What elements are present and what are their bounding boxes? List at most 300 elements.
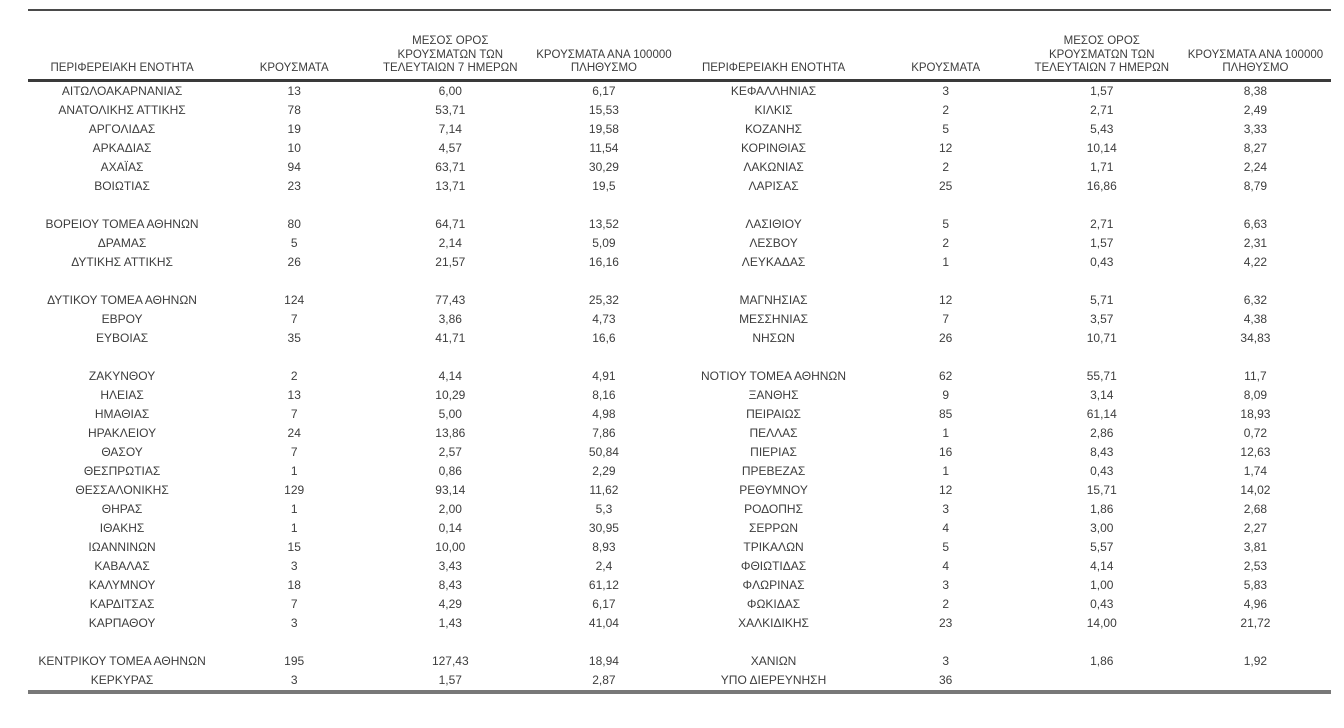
per100k-cell: 6,17	[592, 83, 616, 98]
cases-cell: 1	[290, 520, 298, 535]
cases-cell: 2	[942, 102, 949, 117]
region-column-header-label: ΠΕΡΙΦΕΡΕΙΑΚΗ ΕΝΟΤΗΤΑ	[701, 62, 846, 74]
per100k-cell	[1180, 272, 1331, 291]
region-cell: ΤΡΙΚΑΛΩΝ	[743, 539, 804, 554]
cases-cell: 12	[938, 482, 953, 497]
table-header	[28, 10, 1331, 80]
avg7-cell: 2,57	[438, 444, 462, 459]
avg7-cell: 64,71	[435, 216, 466, 231]
avg7-cell: 1,57	[438, 672, 462, 687]
avg7-cell: 21,57	[435, 254, 466, 269]
per100k-cell: 2,53	[1243, 558, 1268, 573]
region-cell: ΔΡΑΜΑΣ	[97, 235, 147, 250]
cases-cell: 7	[290, 311, 298, 326]
cases-cell: 7	[290, 444, 298, 459]
cases-cell: 26	[287, 254, 301, 269]
avg7-cell: 3,57	[1090, 311, 1114, 326]
per100k-cell: 6,17	[592, 596, 616, 611]
region-cell	[679, 633, 867, 652]
per100k-cell: 4,38	[1243, 311, 1268, 326]
per100k-cell: 5,3	[595, 501, 613, 516]
cases-cell: 7	[290, 596, 298, 611]
cases-cell: 129	[284, 482, 305, 497]
table-row	[28, 310, 1331, 329]
avg7-cell: 3,00	[1090, 520, 1114, 535]
avg7-cell	[1024, 671, 1180, 692]
cases-cell	[868, 196, 1024, 215]
table-row	[28, 652, 1331, 671]
per100k-cell: 4,91	[592, 368, 616, 383]
per100k-cell: 12,63	[1240, 444, 1271, 459]
avg7-cell: 6,00	[438, 83, 462, 98]
per100k-cell: 2,24	[1243, 159, 1268, 174]
table-row	[28, 177, 1331, 196]
table-row	[28, 671, 1331, 692]
per100k-cell: 19,5	[592, 178, 616, 193]
avg7-cell: 1,86	[1090, 501, 1114, 516]
per100k-cell: 8,16	[592, 387, 616, 402]
region-cell: ΛΕΣΒΟΥ	[749, 235, 798, 250]
cases-cell: 5	[942, 216, 949, 231]
cases-cell	[216, 348, 372, 367]
region-cell: ΚΟΖΑΝΗΣ	[745, 121, 803, 136]
table-row	[28, 405, 1331, 424]
region-cell: ΑΡΓΟΛΙΔΑΣ	[88, 121, 156, 136]
avg7-cell: 1,71	[1090, 159, 1114, 174]
per100k-cell: 2,27	[1243, 520, 1268, 535]
avg7-column-header-right	[1024, 10, 1180, 80]
per100k-cell: 25,32	[588, 292, 619, 307]
region-cell: ΠΕΛΛΑΣ	[749, 425, 798, 440]
region-cell: ΚΑΛΥΜΝΟΥ	[88, 577, 156, 592]
region-cell: ΡΟΔΟΠΗΣ	[744, 501, 803, 516]
table-row	[28, 481, 1331, 500]
per100k-cell: 0,72	[1243, 425, 1268, 440]
cases-cell: 2	[942, 596, 949, 611]
per100k-cell: 2,49	[1243, 102, 1268, 117]
per100k-cell: 18,93	[1240, 406, 1271, 421]
avg7-cell: 0,43	[1090, 596, 1114, 611]
region-column-header-left	[28, 10, 216, 80]
cases-cell: 3	[290, 558, 298, 573]
avg7-cell: 55,71	[1086, 368, 1117, 383]
cases-cell: 13	[287, 387, 301, 402]
avg7-cell: 63,71	[435, 159, 466, 174]
avg7-cell: 13,71	[435, 178, 466, 193]
avg7-cell: 10,14	[1086, 140, 1117, 155]
table-row	[28, 139, 1331, 158]
region-cell: ΑΝΑΤΟΛΙΚΗΣ ΑΤΤΙΚΗΣ	[58, 102, 186, 117]
region-cell: ΖΑΚΥΝΘΟΥ	[88, 368, 156, 383]
cases-cell: 2	[942, 235, 949, 250]
per100k-cell: 1,92	[1243, 653, 1268, 668]
region-column-header-right	[679, 10, 867, 80]
avg7-cell: 61,14	[1086, 406, 1117, 421]
per100k-cell: 4,73	[592, 311, 616, 326]
avg7-cell: 2,14	[438, 235, 462, 250]
region-cell: ΡΕΘΥΜΝΟΥ	[739, 482, 808, 497]
avg7-column-header-label: ΜΕΣΟΣ ΟΡΟΣ ΚΡΟΥΣΜΑΤΩΝ ΤΩΝ ΤΕΛΕΥΤΑΙΩΝ 7 ΗΜΕΡΩΝ	[383, 35, 518, 74]
per100k-cell	[1180, 633, 1331, 652]
table-row	[28, 253, 1331, 272]
region-cell: ΠΡΕΒΕΖΑΣ	[741, 463, 806, 478]
avg7-cell: 1,57	[1090, 83, 1114, 98]
avg7-cell: 127,43	[431, 653, 469, 668]
region-cell: ΗΜΑΘΙΑΣ	[94, 406, 150, 421]
region-column-header-label: ΠΕΡΙΦΕΡΕΙΑΚΗ ΕΝΟΤΗΤΑ	[50, 62, 194, 74]
avg7-cell: 0,14	[438, 520, 462, 535]
per100k-cell	[528, 633, 679, 652]
cases-cell: 3	[942, 577, 949, 592]
per100k-cell: 8,79	[1243, 178, 1268, 193]
avg7-cell: 16,86	[1086, 178, 1117, 193]
avg7-cell: 8,43	[438, 577, 462, 592]
table-row	[28, 367, 1331, 386]
region-cell: ΗΡΑΚΛΕΙΟΥ	[88, 425, 157, 440]
cases-cell: 3	[942, 83, 949, 98]
region-cell: ΔΥΤΙΚΟΥ ΤΟΜΕΑ ΑΘΗΝΩΝ	[47, 292, 197, 307]
avg7-cell: 2,00	[438, 501, 462, 516]
avg7-column-header-label: ΜΕΣΟΣ ΟΡΟΣ ΚΡΟΥΣΜΑΤΩΝ ΤΩΝ ΤΕΛΕΥΤΑΙΩΝ 7 ΗΜΕΡΩΝ	[1034, 35, 1170, 74]
avg7-cell: 1,00	[1090, 577, 1114, 592]
region-cell: ΛΑΚΩΝΙΑΣ	[743, 159, 804, 174]
region-cell: ΛΑΡΙΣΑΣ	[748, 178, 799, 193]
per100k-cell: 2,87	[592, 672, 616, 687]
per100k-cell: 6,63	[1243, 216, 1268, 231]
header-row	[28, 10, 1331, 80]
covid-region-table	[28, 9, 1331, 694]
per100k-cell: 7,86	[592, 425, 616, 440]
region-cell: ΚΙΛΚΙΣ	[754, 102, 793, 117]
per100k-cell: 16,16	[588, 254, 619, 269]
table-row	[28, 557, 1331, 576]
cases-cell	[216, 272, 372, 291]
cases-column-header-left	[216, 10, 372, 80]
region-cell	[679, 272, 867, 291]
table-row	[28, 576, 1331, 595]
per100k-column-header-left	[528, 10, 679, 80]
table-row	[28, 215, 1331, 234]
region-cell: ΚΑΡΠΑΘΟΥ	[88, 615, 156, 630]
avg7-cell: 77,43	[435, 292, 466, 307]
region-cell: ΧΑΛΚΙΔΙΚΗΣ	[738, 615, 809, 630]
region-cell: ΝΟΤΙΟΥ ΤΟΜΕΑ ΑΘΗΝΩΝ	[701, 368, 847, 383]
table-row	[28, 272, 1331, 291]
cases-cell: 80	[287, 216, 301, 231]
per100k-cell: 15,53	[588, 102, 619, 117]
per100k-cell: 2,4	[595, 558, 613, 573]
region-cell: ΙΘΑΚΗΣ	[99, 520, 145, 535]
per100k-cell	[1180, 196, 1331, 215]
region-cell: ΦΘΙΩΤΙΔΑΣ	[740, 558, 807, 573]
avg7-cell: 7,14	[438, 121, 462, 136]
cases-cell: 13	[287, 83, 301, 98]
avg7-cell: 13,86	[435, 425, 466, 440]
per100k-cell: 3,33	[1243, 121, 1268, 136]
region-cell: ΚΑΡΔΙΤΣΑΣ	[89, 596, 155, 611]
per100k-cell: 8,93	[592, 539, 616, 554]
cases-cell: 195	[284, 653, 305, 668]
region-cell: ΑΡΚΑΔΙΑΣ	[92, 140, 152, 155]
avg7-cell	[372, 196, 528, 215]
per100k-cell: 5,83	[1243, 577, 1268, 592]
avg7-cell: 5,71	[1090, 292, 1114, 307]
avg7-cell	[372, 272, 528, 291]
avg7-cell: 0,43	[1090, 463, 1114, 478]
avg7-cell: 5,57	[1090, 539, 1114, 554]
cases-cell: 1	[290, 501, 298, 516]
per100k-cell: 21,72	[1240, 615, 1271, 630]
region-cell: ΘΕΣΠΡΩΤΙΑΣ	[83, 463, 161, 478]
avg7-cell: 4,14	[1090, 558, 1114, 573]
per100k-cell: 3,81	[1243, 539, 1268, 554]
per100k-cell: 19,58	[588, 121, 619, 136]
region-cell: ΕΒΡΟΥ	[101, 311, 143, 326]
cases-cell: 5	[942, 121, 949, 136]
per100k-cell: 16,6	[592, 330, 616, 345]
avg7-cell: 93,14	[435, 482, 466, 497]
table-row	[28, 329, 1331, 348]
table-row	[28, 443, 1331, 462]
cases-cell: 1	[942, 425, 949, 440]
cases-cell: 16	[938, 444, 953, 459]
per100k-cell: 30,29	[588, 159, 619, 174]
region-cell: ΚΕΦΑΛΛΗΝΙΑΣ	[730, 83, 817, 98]
region-cell: ΣΕΡΡΩΝ	[749, 520, 799, 535]
cases-cell: 2	[290, 368, 298, 383]
avg7-cell	[372, 633, 528, 652]
per100k-cell: 8,27	[1243, 140, 1268, 155]
region-cell: ΜΕΣΣΗΝΙΑΣ	[739, 311, 808, 326]
cases-cell: 1	[942, 463, 949, 478]
cases-cell: 23	[938, 615, 953, 630]
table-row	[28, 348, 1331, 367]
avg7-cell	[1024, 348, 1180, 367]
cases-cell: 5	[942, 539, 949, 554]
per100k-cell	[528, 196, 679, 215]
cases-column-header-label: ΚΡΟΥΣΜΑΤΑ	[911, 62, 981, 74]
cases-cell: 36	[938, 672, 953, 687]
avg7-cell	[1024, 196, 1180, 215]
region-cell: ΗΛΕΙΑΣ	[100, 387, 144, 402]
cases-cell: 3	[290, 672, 298, 687]
table-row	[28, 424, 1331, 443]
per100k-cell: 6,32	[1243, 292, 1268, 307]
region-cell: ΑΙΤΩΛΟΑΚΑΡΝΑΝΙΑΣ	[61, 83, 183, 98]
per100k-cell: 18,94	[588, 653, 619, 668]
cases-cell	[216, 196, 372, 215]
cases-cell	[868, 633, 1024, 652]
region-cell: ΛΑΣΙΘΙΟΥ	[745, 216, 802, 231]
table-row	[28, 614, 1331, 633]
per100k-cell: 4,98	[592, 406, 616, 421]
region-cell: ΙΩΑΝΝΙΝΩΝ	[88, 539, 156, 554]
cases-cell: 35	[287, 330, 301, 345]
avg7-cell: 2,86	[1090, 425, 1114, 440]
table-row	[28, 500, 1331, 519]
region-cell: ΘΕΣΣΑΛΟΝΙΚΗΣ	[75, 482, 169, 497]
cases-cell: 7	[290, 406, 298, 421]
per100k-cell: 14,02	[1240, 482, 1271, 497]
table-row	[28, 196, 1331, 215]
region-cell: ΛΕΥΚΑΔΑΣ	[741, 254, 806, 269]
per100k-cell: 8,38	[1243, 83, 1268, 98]
per100k-cell: 41,04	[588, 615, 619, 630]
cases-cell: 5	[290, 235, 298, 250]
region-cell: ΝΗΣΩΝ	[752, 330, 795, 345]
table-row	[28, 595, 1331, 614]
table-row	[28, 120, 1331, 139]
cases-cell: 12	[938, 140, 953, 155]
cases-cell: 1	[942, 254, 949, 269]
avg7-cell: 3,43	[438, 558, 462, 573]
per100k-cell: 11,62	[589, 482, 619, 497]
cases-cell: 78	[287, 102, 301, 117]
region-cell: ΞΑΝΘΗΣ	[748, 387, 799, 402]
per100k-cell: 4,96	[1243, 596, 1268, 611]
cases-column-header-label: ΚΡΟΥΣΜΑΤΑ	[259, 62, 329, 74]
per100k-column-header-label: ΚΡΟΥΣΜΑΤΑ ΑΝΑ 100000 ΠΛΗΘΥΣΜΟ	[1187, 48, 1324, 74]
region-cell	[28, 633, 216, 652]
region-cell: ΚΕΡΚΥΡΑΣ	[90, 672, 154, 687]
avg7-cell: 14,00	[1086, 615, 1117, 630]
region-cell: ΧΑΝΙΩΝ	[750, 653, 797, 668]
avg7-cell: 10,71	[1086, 330, 1117, 345]
region-cell	[28, 196, 216, 215]
avg7-cell: 0,86	[438, 463, 462, 478]
region-cell: ΒΟΙΩΤΙΑΣ	[94, 178, 150, 193]
cases-cell: 19	[287, 121, 301, 136]
avg7-cell: 10,29	[435, 387, 466, 402]
region-cell: ΦΩΚΙΔΑΣ	[746, 596, 801, 611]
cases-cell: 1	[290, 463, 298, 478]
cases-cell	[868, 348, 1024, 367]
avg7-cell: 4,14	[438, 368, 462, 383]
region-cell: ΕΥΒΟΙΑΣ	[96, 330, 149, 345]
region-cell: ΒΟΡΕΙΟΥ ΤΟΜΕΑ ΑΘΗΝΩΝ	[45, 216, 199, 231]
region-cell: ΠΙΕΡΙΑΣ	[750, 444, 797, 459]
avg7-cell: 8,43	[1090, 444, 1114, 459]
avg7-cell: 2,71	[1090, 216, 1114, 231]
per100k-cell: 13,52	[588, 216, 619, 231]
cases-cell: 2	[942, 159, 949, 174]
region-cell: ΔΥΤΙΚΗΣ ΑΤΤΙΚΗΣ	[71, 254, 173, 269]
per100k-cell: 2,68	[1243, 501, 1268, 516]
table-row	[28, 101, 1331, 120]
avg7-column-header-left	[372, 10, 528, 80]
cases-cell: 12	[938, 292, 953, 307]
table-row	[28, 386, 1331, 405]
avg7-cell: 1,57	[1090, 235, 1114, 250]
avg7-cell: 1,86	[1090, 653, 1114, 668]
cases-column-header-right	[868, 10, 1024, 80]
cases-cell: 3	[942, 653, 949, 668]
region-cell: ΑΧΑΪΑΣ	[100, 159, 144, 174]
table-row	[28, 291, 1331, 310]
avg7-cell: 5,43	[1090, 121, 1114, 136]
avg7-cell: 4,57	[438, 140, 462, 155]
per100k-column-header-right	[1180, 10, 1331, 80]
avg7-cell	[1024, 272, 1180, 291]
per100k-cell	[1180, 671, 1331, 692]
cases-cell: 4	[942, 520, 949, 535]
per100k-cell: 2,29	[592, 463, 616, 478]
table-row	[28, 519, 1331, 538]
table-row	[28, 462, 1331, 481]
cases-cell: 85	[938, 406, 953, 421]
cases-cell: 18	[287, 577, 301, 592]
cases-cell: 7	[942, 311, 949, 326]
avg7-cell: 4,29	[438, 596, 462, 611]
avg7-cell: 1,43	[438, 615, 462, 630]
cases-cell: 9	[942, 387, 949, 402]
avg7-cell: 5,00	[438, 406, 462, 421]
cases-cell: 10	[287, 140, 301, 155]
region-cell: ΚΟΡΙΝΘΙΑΣ	[741, 140, 807, 155]
region-cell: ΘΗΡΑΣ	[101, 501, 143, 516]
region-cell: ΚΑΒΑΛΑΣ	[94, 558, 150, 573]
table-row	[28, 633, 1331, 652]
avg7-cell: 10,00	[435, 539, 466, 554]
per100k-cell: 50,84	[588, 444, 619, 459]
table-row	[28, 234, 1331, 253]
region-cell	[28, 348, 216, 367]
cases-cell: 4	[942, 558, 949, 573]
per100k-cell: 11,54	[589, 140, 619, 155]
cases-cell: 3	[942, 501, 949, 516]
cases-cell: 94	[287, 159, 301, 174]
region-cell	[28, 272, 216, 291]
per100k-cell: 34,83	[1240, 330, 1271, 345]
per100k-cell	[528, 348, 679, 367]
region-cell: ΘΑΣΟΥ	[101, 444, 143, 459]
region-cell: ΚΕΝΤΡΙΚΟΥ ΤΟΜΕΑ ΑΘΗΝΩΝ	[38, 653, 206, 668]
cases-cell	[868, 272, 1024, 291]
table-row	[28, 80, 1331, 101]
cases-cell: 3	[290, 615, 298, 630]
avg7-cell: 41,71	[435, 330, 466, 345]
cases-cell: 23	[287, 178, 301, 193]
per100k-cell: 11,7	[1244, 368, 1267, 383]
cases-cell: 24	[287, 425, 301, 440]
per100k-column-header-label: ΚΡΟΥΣΜΑΤΑ ΑΝΑ 100000 ΠΛΗΘΥΣΜΟ	[536, 48, 672, 74]
region-cell: ΜΑΓΝΗΣΙΑΣ	[739, 292, 808, 307]
table-row	[28, 158, 1331, 177]
per100k-cell: 4,22	[1243, 254, 1268, 269]
table-row	[28, 538, 1331, 557]
cases-cell: 26	[938, 330, 953, 345]
per100k-cell: 61,12	[588, 577, 619, 592]
region-cell	[679, 348, 867, 367]
region-cell: ΠΕΙΡΑΙΩΣ	[746, 406, 801, 421]
avg7-cell: 15,71	[1086, 482, 1117, 497]
per100k-cell: 1,74	[1243, 463, 1268, 478]
cases-cell: 124	[284, 292, 305, 307]
avg7-cell: 3,14	[1090, 387, 1114, 402]
per100k-cell	[1180, 348, 1331, 367]
per100k-cell: 30,95	[588, 520, 619, 535]
cases-cell: 25	[938, 178, 953, 193]
per100k-cell: 8,09	[1243, 387, 1268, 402]
per100k-cell	[528, 272, 679, 291]
avg7-cell: 3,86	[438, 311, 462, 326]
cases-cell	[216, 633, 372, 652]
cases-cell: 15	[287, 539, 301, 554]
avg7-cell	[372, 348, 528, 367]
region-cell	[679, 196, 867, 215]
region-cell: ΦΛΩΡΙΝΑΣ	[742, 577, 805, 592]
avg7-cell: 0,43	[1090, 254, 1114, 269]
